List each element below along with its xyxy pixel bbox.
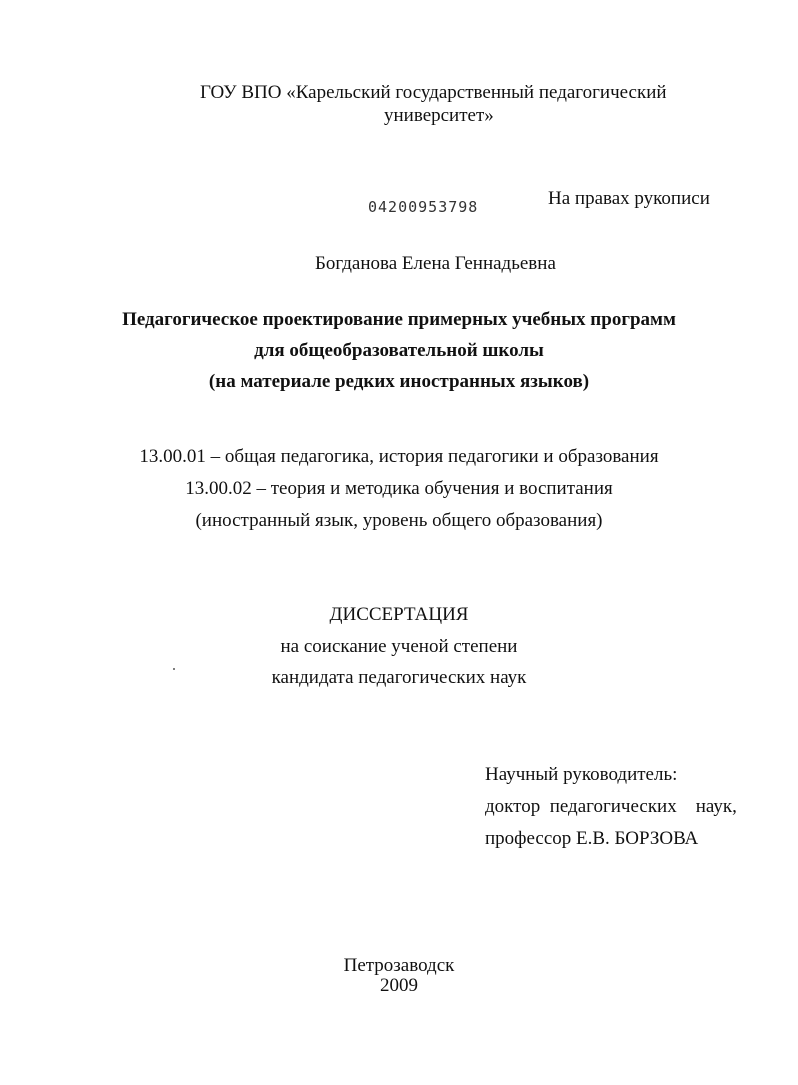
dissertation-title-line-2: для общеобразовательной школы bbox=[254, 340, 544, 361]
institution-line-2: университет» bbox=[384, 105, 494, 126]
degree-purpose: на соискание ученой степени bbox=[280, 636, 518, 657]
year: 2009 bbox=[380, 975, 418, 996]
degree-name: кандидата педагогических наук bbox=[271, 667, 527, 688]
specialty-line-3: (иностранный язык, уровень общего образования) bbox=[195, 510, 603, 531]
dissertation-title-line-1: Педагогическое проектирование примерных учебных программ bbox=[122, 309, 676, 330]
supervisor-heading: Научный руководитель: bbox=[485, 764, 678, 785]
document-type-label: ДИССЕРТАЦИЯ bbox=[329, 604, 469, 625]
institution-line-1: ГОУ ВПО «Карельский государственный педагогический bbox=[200, 82, 667, 103]
supervisor-name: профессор Е.В. БОРЗОВА bbox=[485, 828, 699, 849]
author-name: Богданова Елена Геннадьевна bbox=[315, 253, 556, 274]
specialty-line-1: 13.00.01 – общая педагогика, история педагогики и образования bbox=[139, 446, 659, 467]
rights-note: На правах рукописи bbox=[548, 188, 710, 209]
city: Петрозаводск bbox=[343, 955, 455, 976]
dissertation-title-line-3: (на материале редких иностранных языков) bbox=[208, 371, 590, 392]
specialty-line-2: 13.00.02 – теория и методика обучения и воспитания bbox=[185, 478, 613, 499]
supervisor-title: доктор педагогических наук, bbox=[485, 796, 737, 817]
scan-speck bbox=[173, 668, 175, 670]
registration-number: 04200953798 bbox=[368, 198, 479, 216]
